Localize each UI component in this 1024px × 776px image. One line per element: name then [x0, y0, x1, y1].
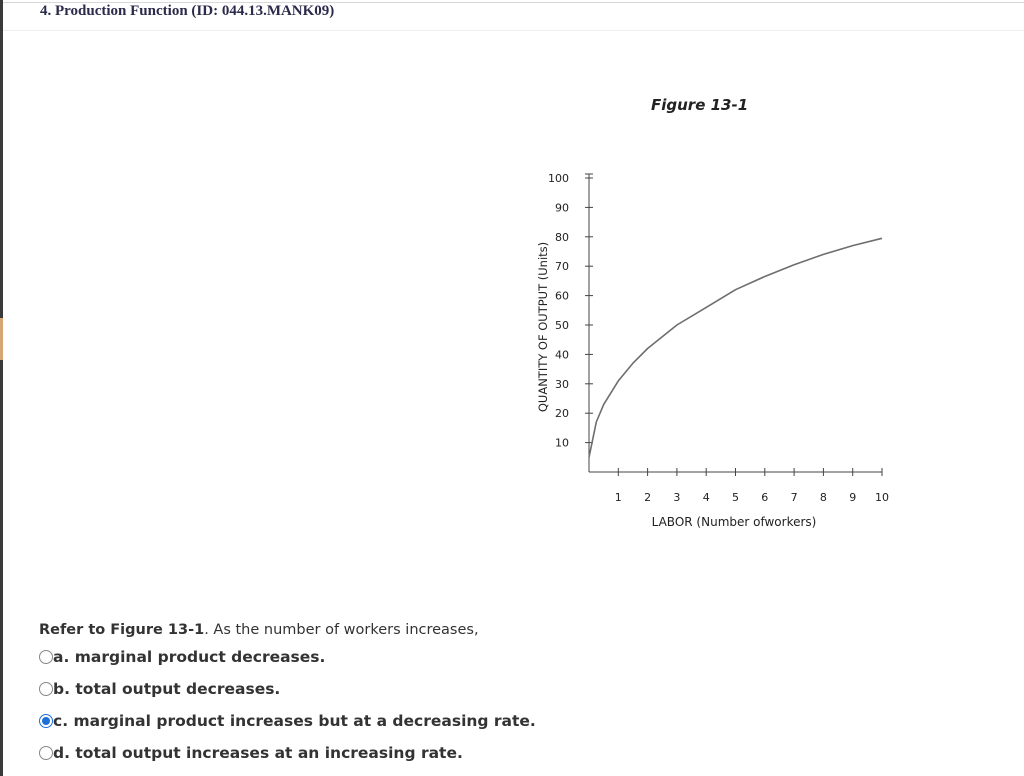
window-left-edge	[0, 0, 3, 776]
option-c-letter: c.	[53, 712, 69, 730]
radio-a[interactable]	[39, 650, 53, 664]
option-b-letter: b.	[53, 680, 70, 698]
x-tick-label: 9	[849, 491, 857, 504]
option-a-letter: a.	[53, 648, 70, 666]
y-tick-label: 20	[555, 407, 569, 421]
option-d-text: total output increases at an increasing rate.	[75, 744, 463, 762]
x-tick-label: 7	[790, 491, 798, 504]
option-d-letter: d.	[53, 744, 70, 762]
option-c-text: marginal product increases but at a decreasing rate.	[73, 712, 536, 730]
figure-reference: Refer to Figure 13-1	[39, 622, 205, 638]
option-b-text: total output decreases.	[75, 680, 281, 698]
y-tick-label: 10	[555, 436, 569, 450]
x-tick-label: 2	[644, 491, 652, 504]
y-tick-label: 30	[555, 377, 569, 391]
y-tick-label: 40	[555, 348, 569, 362]
y-axis-label: QUANTITY OF OUTPUT (Units)	[536, 241, 550, 413]
y-tick-label: 100	[548, 172, 569, 185]
production-function-chart	[520, 160, 900, 540]
radio-d[interactable]	[39, 746, 53, 760]
y-tick-label: 60	[555, 289, 569, 303]
prompt-text: . As the number of workers increases,	[204, 622, 479, 638]
option-c[interactable]	[39, 712, 536, 730]
question-title: 4. Production Function (ID: 044.13.MANK09)	[40, 3, 335, 19]
y-tick-label: 50	[555, 319, 569, 332]
y-tick-label: 80	[555, 230, 569, 244]
x-tick-label: 3	[673, 491, 681, 504]
option-b[interactable]	[39, 680, 280, 698]
y-tick-label: 90	[555, 201, 569, 215]
option-a-text: marginal product decreases.	[74, 648, 326, 666]
radio-b[interactable]	[39, 682, 53, 696]
x-tick-label: 6	[761, 491, 769, 504]
total-product-curve	[589, 238, 882, 457]
figure-title: Figure 13-1	[651, 96, 749, 114]
x-tick-label: 4	[702, 491, 710, 504]
x-tick-label: 10	[875, 491, 889, 504]
x-tick-label: 1	[614, 491, 622, 504]
x-axis-label: LABOR (Number ofworkers)	[651, 515, 817, 529]
radio-c[interactable]	[39, 714, 53, 728]
question-prompt	[39, 622, 479, 638]
window-edge-accent	[0, 318, 3, 360]
x-tick-label: 8	[819, 491, 827, 504]
option-a[interactable]	[39, 648, 325, 666]
y-tick-label: 70	[555, 260, 569, 274]
title-divider	[3, 30, 1024, 31]
option-d[interactable]	[39, 744, 463, 762]
x-tick-label: 5	[732, 491, 739, 504]
